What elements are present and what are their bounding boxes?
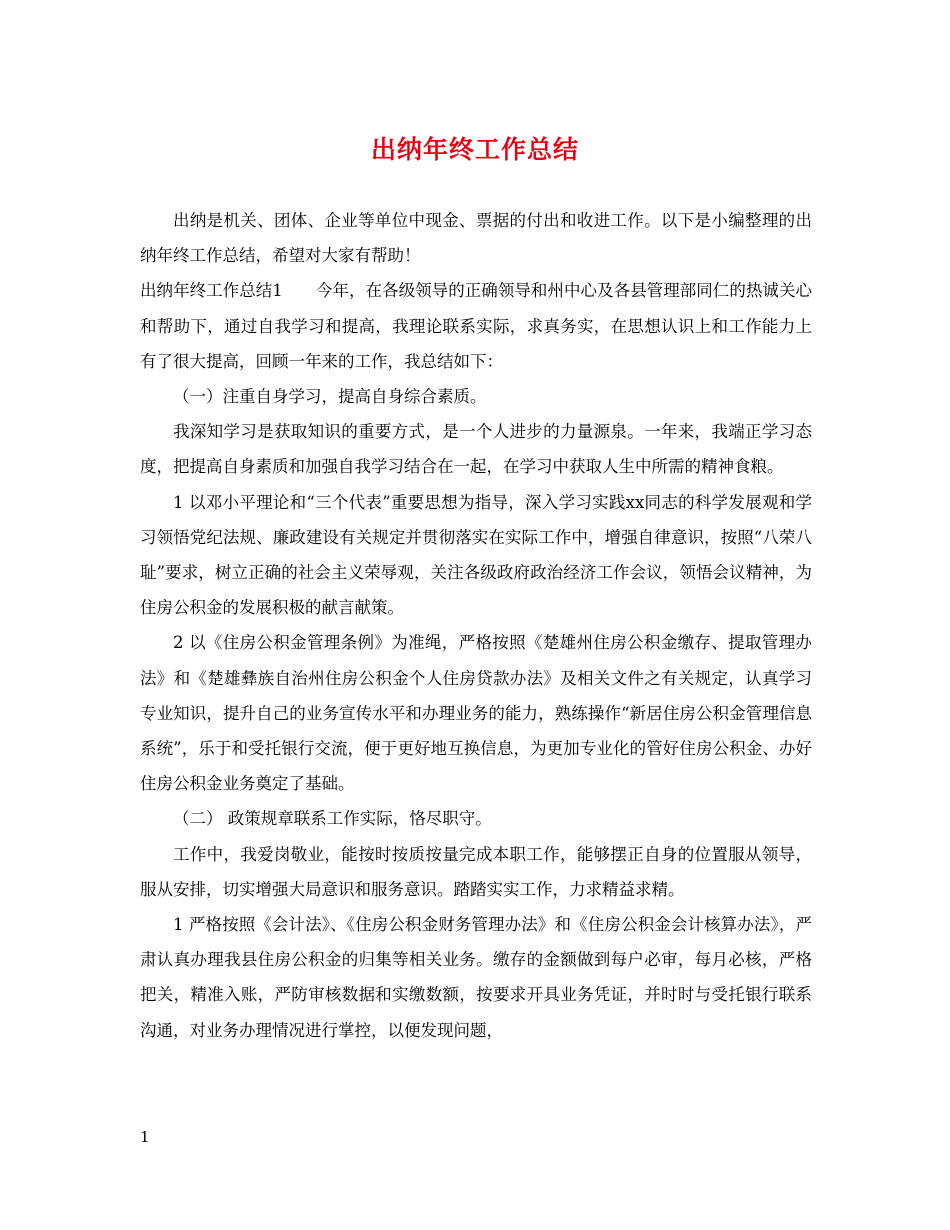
document-title: 出纳年终工作总结	[370, 135, 579, 164]
section-heading-1: （一）注重自身学习，提高自身综合素质。	[173, 387, 487, 407]
document-body	[140, 203, 812, 1048]
paragraph-intro: 出纳是机关、团体、企业等单位中现金、票据的付出和收进工作。以下是小编整理的出纳年终工作总结，希望对大家有帮助！	[140, 211, 812, 266]
paragraph-work: 工作中，我爱岗敬业，能按时按质按量完成本职工作，能够摆正自身的位置服从领导，服从安排，切实增强大局意识和服务意识。踏踏实实工作，力求精益求精。	[140, 844, 812, 899]
page-number: 1	[140, 1128, 150, 1146]
paragraph-summary-1: 出纳年终工作总结1 今年，在各级领导的正确领导和州中心及各县管理部同仁的热诚关心和帮助下，通过自我学习和提高，我理论联系实际，求真务实，在思想认识上和工作能力上有了很大提高，回顾一年来的工作，我总结如下：	[140, 281, 812, 371]
section-heading-2: （二） 政策规章联系工作实际，恪尽职守。	[173, 809, 492, 829]
paragraph-item-1: 1 以邓小平理论和“三个代表”重要思想为指导，深入学习实践xx同志的科学发展观和学习领悟党纪法规、廉政建设有关规定并贯彻落实在实际工作中，增强自律意识，按照“八荣八耻”要求，树立正确的社会主义荣辱观，关注各级政府政治经济工作会议，领悟会议精神，为住房公积金的发展积极的献言献策。	[140, 492, 812, 618]
paragraph-item-3: 1 严格按照《会计法》、《住房公积金财务管理办法》和《住房公积金会计核算办法》，严肃认真办理我县住房公积金的归集等相关业务。缴存的金额做到每户必审，每月必核，严格把关，精准入账，严防审核数据和实缴数额，按要求开具业务凭证，并时时与受托银行联系沟通，对业务办理情况进行掌控，以便发现问题，	[140, 915, 812, 1040]
paragraph-item-2: 2 以《住房公积金管理条例》为准绳，严格按照《楚雄州住房公积金缴存、提取管理办法》和《楚雄彝族自治州住房公积金个人住房贷款办法》及相关文件之有关规定，认真学习专业知识，提升自己的业务宣传水平和办理业务的能力，熟练操作“新居住房公积金管理信息系统”，乐于和受托银行交流，便于更好地互换信息，为更加专业化的管好住房公积金、办好住房公积金业务奠定了基础。	[140, 633, 812, 794]
paragraph-study: 我深知学习是获取知识的重要方式，是一个人进步的力量源泉。一年来，我端正学习态度，把提高自身素质和加强自我学习结合在一起，在学习中获取人生中所需的精神食粮。	[140, 422, 812, 477]
